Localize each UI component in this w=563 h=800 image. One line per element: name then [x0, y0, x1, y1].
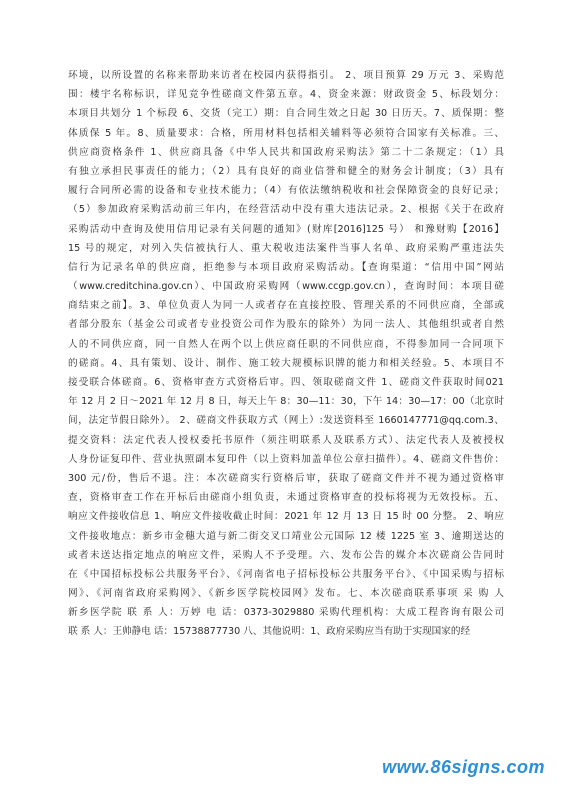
text-line: 环境，以所设置的名称来帮助来访者在校园内获得指引。 2、项目预算 29 万元 3、采购范: [68, 70, 504, 81]
text-line: 响应文件接收信息 1、响应文件接收截止时间：2021 年 12 月 13 日 15 时 00 分整。 2、响应: [68, 511, 504, 523]
text-line: 围：楼宇名称标识，详见竞争性磋商文件第五章。4、资金来源：财政资金 5、标段划分：: [68, 89, 504, 101]
text-line: 间，法定节假日除外）。 2、磋商文件获取方式（网上）:发送资料至 1660147771@qq.com.3、: [68, 415, 504, 427]
text-line: 体质保 5 年。8、质量要求：合格，所用材料包括相关辅料等必须符合国家有关标准。三、: [68, 127, 504, 139]
text-line: 人身份证复印件、营业执照副本复印件（以上资料加盖单位公章扫描件）。4、磋商文件售价：: [68, 453, 504, 465]
text-line: 新乡医学院 联 系 人：万婷 电 话：0373-3029880 采购代理机构：大成工程咨询有限公司: [68, 607, 504, 619]
text-line: 供应商资格条件 1、供应商具备《中华人民共和国政府采购法》第二十二条规定：（1）具: [68, 146, 504, 158]
text-line: 接受联合体磋商。6、资格审查方式资格后审。四、领取磋商文件 1、磋商文件获取时间021: [68, 377, 504, 388]
text-line: 的磋商。4、具有策划、设计、制作、施工较大规模标识牌的能力和相关经验。5、本项目不: [68, 357, 504, 369]
text-line: 联 系 人：王帅静电 话：15738877730 八、其他说明：1、政府采购应当有助于实现国家的经: [68, 626, 471, 638]
text-line: 网》、《河南省政府采购网》、《新乡医学院校园网》发布。七、本次磋商联系事项 采 购 人: [68, 588, 504, 600]
text-line: 有独立承担民事责任的能力；（2）具有良好的商业信誉和健全的财务会计制度；（3）具有: [68, 165, 504, 177]
text-line: 查，资格审查工作在开标后由磋商小组负责，未通过资格审查的投标将视为无效投标。五、: [68, 492, 504, 504]
text-line: 或者未送达指定地点的响应文件，采购人不予受理。六、发布公告的媒介本次磋商公告同时: [68, 549, 504, 561]
document-body: [68, 66, 504, 642]
text-line: （5）参加政府采购活动前三年内，在经营活动中没有重大违法记录。2、根据《关于在政府: [68, 204, 504, 216]
text-line: 采购活动中查询及使用信用记录有关问题的通知》(财库[2016]125 号） 和豫财购【2016】: [68, 223, 504, 235]
text-line: 文件接收地点：新乡市金穗大道与新二街交叉口靖业公元国际 12 楼 1225 室 3、逾期送达的: [68, 530, 504, 542]
text-line: 15 号的规定，对列入失信被执行人、重大税收违法案件当事人名单、政府采购严重违法失: [68, 242, 504, 254]
site-watermark[interactable]: www.86signs.com: [382, 757, 545, 777]
text-line: 在《中国招标投标公共服务平台》、《河南省电子招标投标公共服务平台》、《中国采购与招标: [68, 568, 504, 580]
text-line: 300 元/份，售后不退。注：本次磋商实行资格后审，获取了磋商文件并不视为通过资格审: [68, 472, 504, 484]
text-line: 提交资料：法定代表人授权委托书原件（须注明联系人及联系方式）、法定代表人及被授权: [68, 434, 504, 446]
text-line: 履行合同所必需的设备和专业技术能力；（4）有依法缴纳税收和社会保障资金的良好记录；: [68, 185, 504, 197]
text-line: 者部分股东（基金公司或者专业投资公司作为股东的除外）为同一法人、其他组织或者自然: [68, 319, 504, 331]
text-line: （www.creditchina.gov.cn）、中国政府采购网（www.ccgp.gov.cn），查询时间：本项目磋: [68, 281, 504, 293]
text-line: 人的不同供应商，同一自然人在两个以上供应商任职的不同供应商，不得参加同一合同项下: [68, 338, 504, 350]
text-line: 本项目共划分 1 个标段 6、交货（完工）期：自合同生效之日起 30 日历天。7、质保期：整: [68, 108, 504, 120]
text-line: 商结束之前】。3、单位负责人为同一人或者存在直接控股、管理关系的不同供应商，全部或: [68, 300, 504, 312]
text-line: 年 12 月 2 日～2021 年 12 月 8 日，每天上午 8：30—11：30，下午 14：30—17：00（北京时: [68, 396, 504, 408]
text-line: 信行为记录名单的供应商，拒绝参与本项目政府采购活动。【查询渠道：“信用中国”网站: [68, 261, 504, 273]
